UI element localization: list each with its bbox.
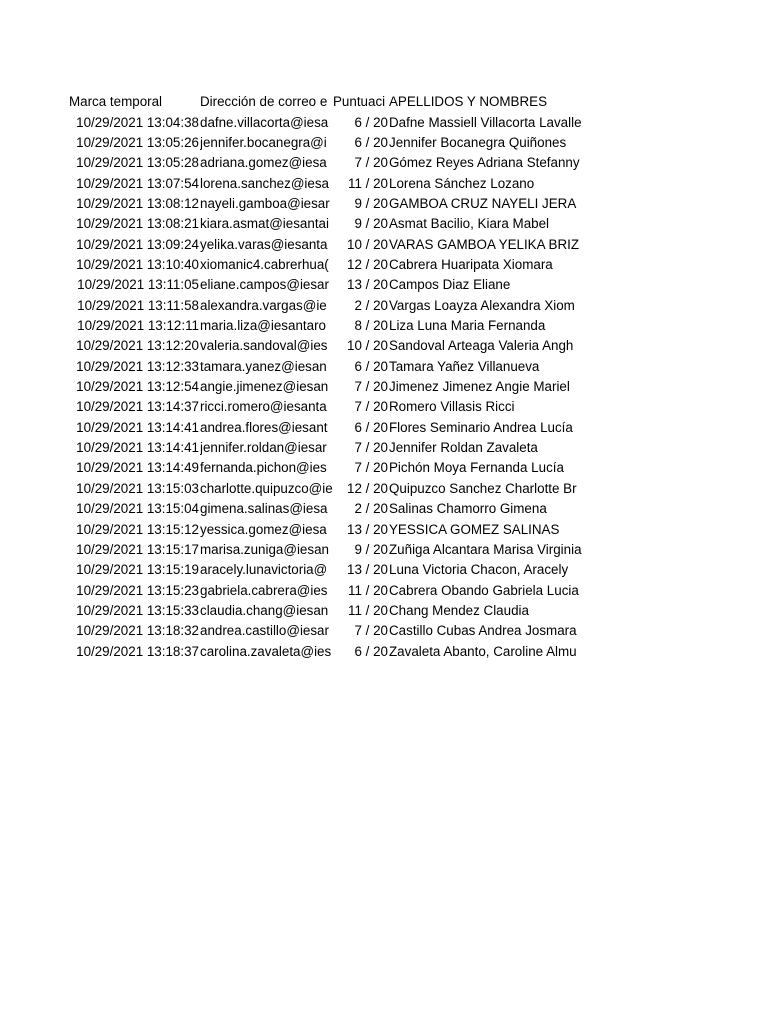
cell-timestamp: 10/29/2021 13:12:54: [76, 379, 199, 395]
cell-email: andrea.castillo@iesar: [200, 623, 329, 639]
cell-name: Zavaleta Abanto, Caroline Almu: [389, 643, 577, 659]
cell-timestamp: 10/29/2021 13:15:19: [76, 562, 199, 578]
cell-email: tamara.yanez@iesan: [200, 358, 327, 374]
table-row: [0, 479, 768, 499]
cell-name: Sandoval Arteaga Valeria Angh: [389, 338, 574, 354]
cell-email: lorena.sanchez@iesa: [200, 175, 329, 191]
table-row: [0, 113, 768, 133]
cell-score: 13 / 20: [347, 277, 388, 293]
cell-timestamp: 10/29/2021 13:15:33: [76, 602, 199, 618]
cell-score: 12 / 20: [347, 256, 388, 272]
table-row: [0, 499, 768, 519]
header-names: APELLIDOS Y NOMBRES: [389, 94, 548, 109]
cell-timestamp: 10/29/2021 13:15:03: [76, 480, 199, 496]
cell-name: Pichón Moya Fernanda Lucía: [389, 460, 564, 476]
cell-email: aracely.lunavictoria@: [200, 562, 328, 578]
cell-email: ricci.romero@iesanta: [200, 399, 327, 415]
cell-score: 11 / 20: [348, 175, 388, 191]
cell-score: 7 / 20: [354, 399, 388, 415]
cell-timestamp: 10/29/2021 13:08:21: [76, 216, 199, 232]
cell-name: Jennifer Bocanegra Quiñones: [389, 134, 567, 150]
cell-timestamp: 10/29/2021 13:15:04: [76, 501, 199, 517]
cell-email: claudia.chang@iesan: [200, 602, 329, 618]
cell-name: Asmat Bacilio, Kiara Mabel: [389, 216, 550, 232]
cell-name: Salinas Chamorro Gimena: [389, 501, 547, 517]
cell-timestamp: 10/29/2021 13:15:23: [76, 582, 199, 598]
cell-score: 9 / 20: [354, 195, 388, 211]
table-row: [0, 214, 768, 234]
cell-timestamp: 10/29/2021 13:05:26: [76, 134, 199, 150]
header-timestamp: Marca temporal: [69, 94, 163, 109]
table-row: [0, 621, 768, 641]
cell-email: carolina.zavaleta@ies: [200, 643, 332, 659]
table-row: [0, 357, 768, 377]
cell-score: 11 / 20: [348, 602, 388, 618]
cell-timestamp: 10/29/2021 13:14:37: [76, 399, 199, 415]
cell-score: 7 / 20: [354, 623, 388, 639]
table-row: [0, 296, 768, 316]
cell-timestamp: 10/29/2021 13:11:58: [77, 297, 199, 313]
cell-name: Liza Luna Maria Fernanda: [389, 318, 546, 333]
table-row: [0, 581, 768, 601]
cell-email: andrea.flores@iesant: [200, 419, 328, 435]
cell-timestamp: 10/29/2021 13:15:17: [76, 541, 199, 557]
header-email: Dirección de correo e: [200, 94, 328, 109]
cell-score: 8 / 20: [354, 318, 388, 333]
cell-name: Vargas Loayza Alexandra Xiom: [389, 297, 575, 313]
table-row: [0, 397, 768, 417]
table-row: [0, 418, 768, 438]
cell-timestamp: 10/29/2021 13:05:28: [76, 155, 199, 171]
cell-name: Jennifer Roldan Zavaleta: [389, 440, 538, 456]
cell-score: 2 / 20: [354, 297, 388, 313]
cell-name: Jimenez Jimenez Angie Mariel: [389, 379, 570, 395]
cell-name: Castillo Cubas Andrea Josmara: [389, 623, 577, 639]
cell-name: Quipuzco Sanchez Charlotte Br: [389, 480, 577, 496]
cell-score: 6 / 20: [354, 358, 388, 374]
cell-score: 6 / 20: [354, 419, 388, 435]
cell-timestamp: 10/29/2021 13:04:38: [76, 114, 199, 130]
cell-timestamp: 10/29/2021 13:14:41: [76, 440, 199, 456]
cell-score: 9 / 20: [354, 216, 388, 232]
cell-name: Romero Villasis Ricci: [389, 399, 515, 415]
header-score: Puntuaci: [333, 94, 386, 109]
cell-score: 7 / 20: [354, 440, 388, 456]
cell-score: 6 / 20: [354, 114, 388, 130]
cell-score: 6 / 20: [354, 643, 388, 659]
cell-name: Dafne Massiell Villacorta Lavalle: [389, 114, 582, 130]
table-row: [0, 377, 768, 397]
cell-name: Luna Victoria Chacon, Aracely: [389, 562, 569, 578]
cell-name: YESSICA GOMEZ SALINAS: [389, 521, 560, 537]
cell-email: nayeli.gamboa@iesar: [200, 195, 330, 211]
cell-name: Lorena Sánchez Lozano: [389, 175, 535, 191]
cell-name: Zuñiga Alcantara Marisa Virginia: [389, 541, 582, 557]
table-row: [0, 336, 768, 356]
cell-score: 12 / 20: [347, 480, 388, 496]
table-row: [0, 601, 768, 621]
cell-email: valeria.sandoval@ies: [200, 338, 328, 354]
cell-email: fernanda.pichon@ies: [200, 460, 327, 476]
table-row: [0, 174, 768, 194]
table-row: [0, 540, 768, 560]
cell-email: yelika.varas@iesanta: [200, 236, 328, 252]
cell-timestamp: 10/29/2021 13:09:24: [76, 236, 199, 252]
cell-score: 7 / 20: [354, 155, 388, 171]
table-row: [0, 153, 768, 173]
cell-name: Cabrera Huaripata Xiomara: [389, 256, 553, 272]
cell-score: 13 / 20: [347, 562, 388, 578]
cell-score: 13 / 20: [347, 521, 388, 537]
cell-name: Tamara Yañez Villanueva: [389, 358, 540, 374]
cell-email: maria.liza@iesantaro: [200, 318, 326, 333]
cell-name: Gómez Reyes Adriana Stefanny: [389, 155, 580, 171]
cell-email: xiomanic4.cabrerhua(: [200, 256, 329, 272]
cell-timestamp: 10/29/2021 13:11:05: [77, 277, 199, 293]
cell-timestamp: 10/29/2021 13:08:12: [76, 195, 199, 211]
cell-email: yessica.gomez@iesa: [200, 521, 327, 537]
table-row: [0, 642, 768, 662]
table-row: [0, 438, 768, 458]
cell-name: Flores Seminario Andrea Lucía: [389, 419, 573, 435]
table-row: [0, 316, 768, 336]
cell-timestamp: 10/29/2021 13:14:41: [76, 419, 199, 435]
cell-timestamp: 10/29/2021 13:07:54: [76, 175, 199, 191]
cell-score: 7 / 20: [354, 460, 388, 476]
cell-email: kiara.asmat@iesantai: [200, 216, 329, 232]
cell-name: Cabrera Obando Gabriela Lucia: [389, 582, 579, 598]
table-row: [0, 255, 768, 275]
cell-email: dafne.villacorta@iesa: [200, 114, 329, 130]
cell-timestamp: 10/29/2021 13:12:33: [76, 358, 199, 374]
table-row: [0, 275, 768, 295]
cell-timestamp: 10/29/2021 13:15:12: [76, 521, 199, 537]
cell-timestamp: 10/29/2021 13:10:40: [76, 256, 199, 272]
cell-score: 2 / 20: [354, 501, 388, 517]
table-row: [0, 133, 768, 153]
cell-score: 10 / 20: [347, 338, 388, 354]
cell-timestamp: 10/29/2021 13:18:37: [76, 643, 199, 659]
cell-email: charlotte.quipuzco@ie: [200, 480, 333, 496]
cell-timestamp: 10/29/2021 13:12:11: [77, 318, 199, 333]
cell-email: angie.jimenez@iesan: [200, 379, 329, 395]
cell-email: alexandra.vargas@ie: [200, 297, 327, 313]
cell-email: jennifer.roldan@iesar: [200, 440, 327, 456]
table-row: [0, 560, 768, 580]
cell-email: gabriela.cabrera@ies: [200, 582, 328, 598]
cell-email: eliane.campos@iesar: [200, 277, 329, 293]
cell-timestamp: 10/29/2021 13:12:20: [76, 338, 199, 354]
cell-score: 11 / 20: [348, 582, 388, 598]
cell-name: VARAS GAMBOA YELIKA BRIZ: [389, 236, 580, 252]
cell-timestamp: 10/29/2021 13:14:49: [76, 460, 199, 476]
cell-email: adriana.gomez@iesa: [200, 155, 327, 171]
cell-score: 10 / 20: [347, 236, 388, 252]
cell-email: jennifer.bocanegra@i: [200, 134, 327, 150]
table-row: [0, 458, 768, 478]
cell-email: gimena.salinas@iesa: [200, 501, 328, 517]
table-row: [0, 194, 768, 214]
cell-score: 9 / 20: [354, 541, 388, 557]
table-row: [0, 520, 768, 540]
cell-name: Campos Diaz Eliane: [389, 277, 511, 293]
header-row: [0, 92, 768, 112]
cell-score: 6 / 20: [354, 134, 388, 150]
cell-name: GAMBOA CRUZ NAYELI JERA: [389, 195, 577, 211]
cell-timestamp: 10/29/2021 13:18:32: [76, 623, 199, 639]
table-row: [0, 235, 768, 255]
cell-score: 7 / 20: [354, 379, 388, 395]
cell-name: Chang Mendez Claudia: [389, 602, 529, 618]
cell-email: marisa.zuniga@iesan: [200, 541, 329, 557]
